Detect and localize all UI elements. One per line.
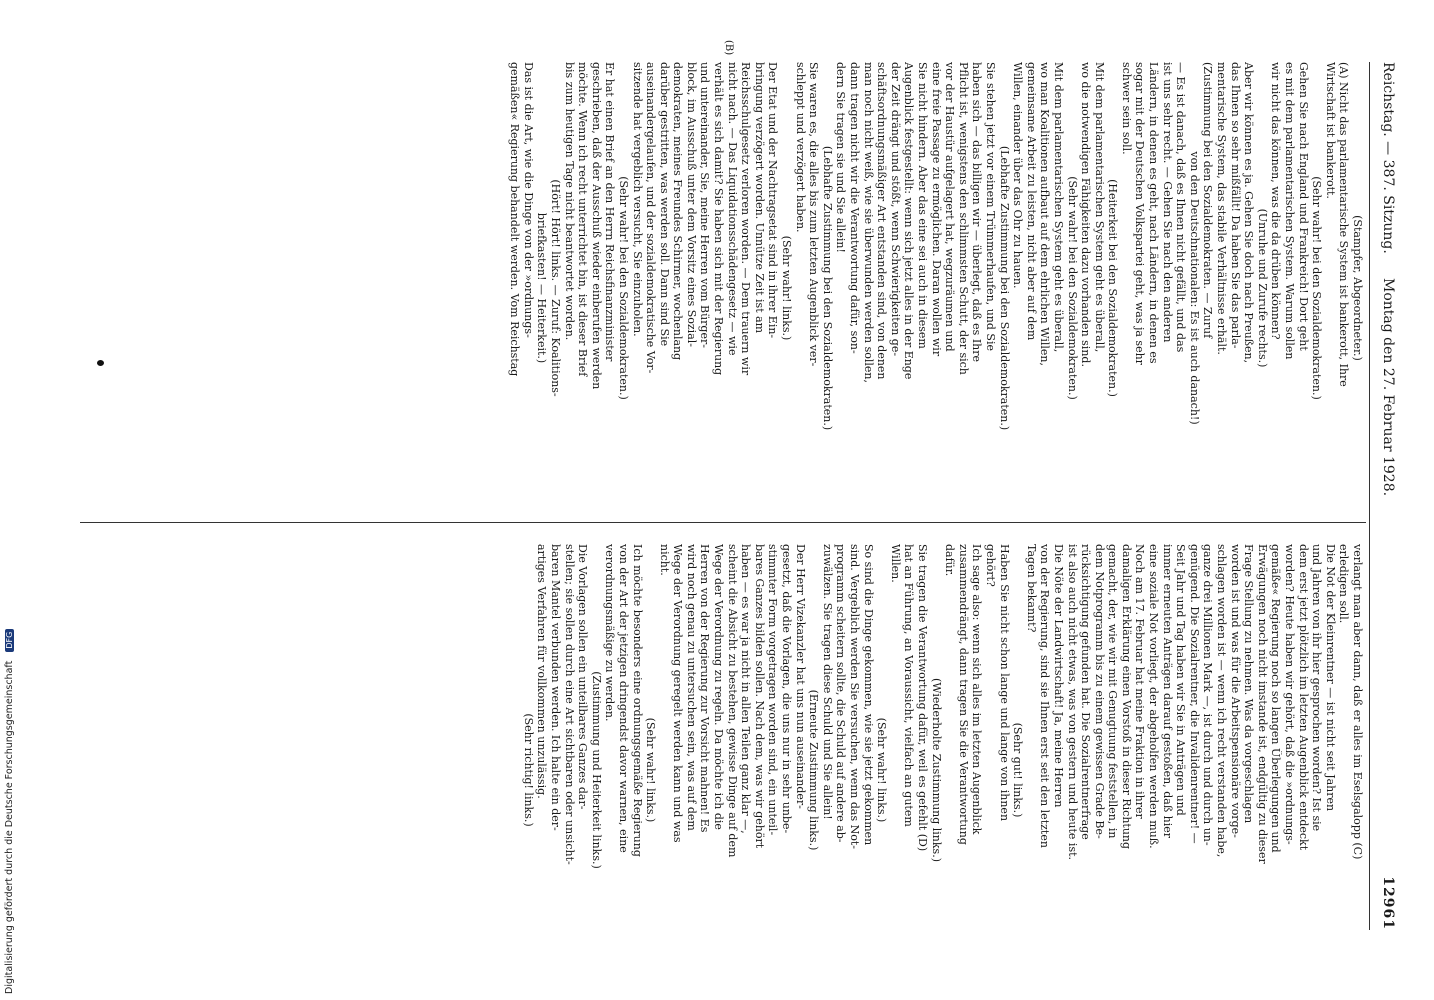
left-column-line: Der Etat und der Nachtragsetat sind in ihrer Ein- (766, 62, 780, 339)
right-column-line: (Sehr richtig! links.) (521, 713, 535, 827)
right-column-line: worden ist und was für die Arbeitspensionäre vorge- (1228, 544, 1242, 838)
right-column-line: dem erst jetzt plötzlich im letzten Augenblick entdeckt (1296, 544, 1310, 851)
right-column-line: gemacht, der, wie wir mit Genugtuung feststellen, in (1106, 544, 1120, 839)
left-column-line: (Unruhe und Zurufe rechts.) (1255, 208, 1269, 368)
left-column-line: Pflicht ist, wenigstens den schlimmsten Schutt, der sich (956, 62, 970, 375)
left-column-line: Augenblick festgestellt: wenn sich jetzt alles in der Enge (902, 62, 916, 380)
left-column-line: (Sehr wahr! bei den Sozialdemokraten.) (616, 176, 630, 400)
left-column-line: es mit dem parlamentarischen System. Warum sollen (1283, 62, 1297, 360)
right-column-line: ganze drei Millionen Mark —, ist durch und durch un- (1201, 544, 1215, 846)
right-column-line: baren Mantel verbunden werden. Ich halte ein der- (548, 544, 562, 831)
credit-text: Digitalisierung gefördert durch die Deutsche Forschungsgemeinschaft (4, 660, 15, 994)
left-column (508, 62, 1364, 514)
right-column-line: Herren von der Regierung zur Vorsicht mahnen! Es (698, 544, 712, 833)
left-column-line: (Zustimmung bei den Sozialdemokraten. — Zuruf (1201, 62, 1215, 339)
right-column-line: So sind die Dinge gekommen, wie sie jetzt gekommen (861, 544, 875, 846)
left-column-line: block, im Ausschuß unter dem Vorsitz eines Sozial- (684, 62, 698, 347)
right-column-line: Tagen bekannt? (1024, 544, 1038, 633)
left-column-line: schäftsordnungsmäßiger Art entstanden sind, von denen (875, 62, 889, 380)
right-column-line: stimmter Form vorgetragen worden sind, ein unteil- (766, 544, 780, 836)
left-column-line: der Zeit drängt und stößt, wenn Schwierigkeiten ge- (888, 62, 902, 357)
right-column-line: Noch am 17. Februar hat meine Fraktion in ihrer (1133, 544, 1147, 819)
left-column-line: Sie waren es, die alles bis zum letzten Augenblick ver- (807, 62, 821, 367)
left-column-line: (Sehr wahr! links.) (780, 235, 794, 341)
left-column-line: wo die notwendigen Fähigkeiten dazu vorhanden sind. (1079, 62, 1093, 367)
right-column (521, 544, 1364, 996)
left-column-line: wo man Koalitionen aufbaut auf dem ehrlichen Willen, (1038, 62, 1052, 366)
left-column-line: dann tragen nicht wir die Verantwortung dafür, son- (848, 62, 862, 354)
right-column-line: Seit Jahr und Tag haben wir Sie in Anträgen und (1174, 544, 1188, 816)
left-column-line: auseinandergelaufen, und der sozialdemokratische Vor- (644, 62, 658, 374)
left-column-line: Das ist die Art, wie die Dinge von der »ordnungs- (521, 62, 535, 338)
header-left: Reichstag. — 387. Sitzung. (1380, 62, 1396, 254)
left-column-line: eine freie Passage zu ermöglichen. Daran wollen wir (929, 62, 943, 357)
right-column-line: Wege der Verordnung zu regeln. Da möchte ich die (712, 544, 726, 830)
right-column-line: damaligen Erklärung einen Vorstoß in dieser Richtung (1119, 544, 1133, 850)
right-column-line: Ich möchte besonders eine ordnungsgemäße Regierung (630, 544, 644, 857)
left-column-line: Mit dem parlamentarischen System geht es überall, (1051, 62, 1065, 353)
left-column-line: mentarische System, das stabile Verhältnisse erhält. (1215, 62, 1229, 355)
left-column-line: Sie nicht hindern. Aber das eine sei auch in diesem (916, 62, 929, 349)
ink-speck (97, 360, 104, 366)
left-column-line: (Stampfer, Abgeordneter.) (1351, 215, 1364, 361)
left-column-line: (Lebhafte Zustimmung bei den Sozialdemokraten.) (997, 145, 1011, 431)
left-column-line: bringung verzögert worden. Unnütze Zeit ist am (752, 62, 766, 334)
right-column-line: scheint die Absicht zu bestehen, gewisse Dinge auf dem (725, 544, 739, 858)
left-column-line: — Es ist danach, daß es Ihnen nicht gefällt, und das (1174, 62, 1188, 353)
right-column-line: Ich sage also: wenn sich alles im letzten Augenblick (970, 544, 984, 835)
right-column-line: (Sehr wahr! links.) (875, 717, 889, 823)
right-column-line: (Wiederholte Zustimmung links.) (929, 678, 943, 862)
left-column-line: Reichsschulgesetz verloren worden. — Dem trauern wir (739, 62, 753, 376)
header-rule (1369, 62, 1370, 930)
left-column-line: Wirtschaft ist bankerott. (1323, 62, 1337, 199)
right-column-line: gemäße« Regierung noch so langen Überlegungen und (1269, 544, 1283, 853)
right-column-line: Willen. (888, 544, 902, 583)
right-column-line: und Jahren von ihr hier gesprochen worden? Ist sie (1310, 544, 1324, 832)
left-column-line: man noch nicht weiß, wie sie überwunden werden sollen, (861, 62, 875, 383)
left-column-line: Gehen Sie nach England und Frankreich! Dort geht (1296, 62, 1310, 351)
right-column-line: sind. Vergeblich werden Sie versuchen, wenn das Not- (848, 544, 862, 849)
right-column-line: Sie tragen die Verantwortung dafür, weil es gefehlt (D) (916, 544, 929, 852)
column-divider (80, 522, 1366, 523)
right-column-line: genügend. Die Sozialrentner, die Invalidenrentner! — (1187, 544, 1201, 844)
left-column-line: (A) Nicht das parlamentarische System ist bankerott, Ihre (1337, 62, 1351, 387)
right-column-line: Erwägungen noch nicht imstande ist, endgültig zu dieser (1255, 544, 1269, 864)
left-column-line: demokraten, meines Freundes Schirmer, wochenlang (671, 62, 685, 361)
left-column-line: darüber gestritten, was werden soll. Dann sind Sie (657, 62, 671, 347)
left-column-line: Aber wir können es ja. Gehen Sie doch nach Preußen, (1242, 62, 1256, 364)
left-column-line: verhält es sich damit? Sie haben sich mit der Regierung (712, 62, 726, 376)
right-column-line: (Sehr gut! links.) (1011, 722, 1025, 818)
right-column-line: Die Vorlagen sollen ein unteilbares Ganzes dar- (576, 544, 590, 810)
left-column-line: (Sehr wahr! bei den Sozialdemokraten.) (1065, 176, 1079, 400)
right-column-line: bares Ganzes bilden sollen. Nach dem, was wir gehört (752, 544, 766, 849)
left-column-line: (Lebhafte Zustimmung bei den Sozialdemokraten.) (820, 145, 834, 431)
right-column-line: Wege der Verordnung geregelt werden kann und was (671, 544, 685, 843)
right-column-line: verlangt man aber dann, daß er alles im Eselsgalopp (C) (1351, 544, 1364, 860)
left-column-line: schwer sein soll. (1119, 62, 1133, 155)
right-column-line: Der Herr Vizekanzler hat uns nun auseinander- (793, 544, 807, 809)
left-column-line: (Sehr wahr! bei den Sozialdemokraten.) (1310, 176, 1324, 400)
left-column-line: wir nicht das können, was die da drüben können? (1269, 62, 1283, 340)
right-column-line: erledigen soll. (1337, 544, 1351, 624)
right-column-line: programm scheitern sollte, die Schuld auf andere ab- (834, 544, 848, 843)
right-column-line: (Erneute Zustimmung links.) (807, 689, 821, 851)
left-column-line: Sie stehen jetzt vor einem Trümmerhaufen, und Sie (983, 62, 997, 351)
left-column-line: Er hat einen Brief an den Herrn Reichsfinanzminister (603, 62, 617, 362)
right-column-line: hat an Führung, an Voraussicht, vielfach an gutem (902, 544, 916, 827)
margin-mark-b: (B) (723, 40, 734, 56)
right-column-line: artiges Verfahren für vollkommen unzulässig. (535, 544, 549, 799)
right-column-line: stellen; sie sollen durch eine Art sichtbaren oder unsicht- (562, 544, 576, 865)
right-column-line: zusammendrängt, dann tragen Sie die Verantwortung (956, 544, 970, 845)
left-column-line: vor der Haustür aufgelagert hat, wegzuräumen und (943, 62, 957, 352)
left-column-line: bis zum heutigen Tage nicht beantwortet worden. (562, 62, 576, 341)
right-column-line: schlagen worden ist — wenn ich recht verstanden habe, (1215, 544, 1229, 858)
left-column-line: und untereinander, Sie, meine Herren vom Bürger- (698, 62, 712, 348)
left-column-line: Willen, einander über das Ohr zu hauen. (1011, 62, 1025, 289)
right-column-line: gesetzt, daß die Vorlagen, die uns nur in sehr unbe- (780, 544, 794, 834)
left-column-line: möchte. Wenn ich recht unterrichtet bin, ist dieser Brief (576, 62, 590, 377)
page-header (1372, 62, 1396, 930)
left-column-line: haben sich — das billigen wir — überlegt, daß es Ihre (970, 62, 984, 363)
left-column-line: geschrieben, daß der Ausschuß wieder einberufen werden (589, 62, 603, 390)
right-column-line: rücksichtigung gefunden hat. Die Sozialrentnerfrage (1079, 544, 1093, 840)
left-column-line: (Hört! Hört! links. — Zuruf: Koalitions- (548, 179, 562, 397)
right-column-line: wird noch genau zu untersuchen sein, was auf dem (684, 544, 698, 831)
right-column-line: Haben Sie nicht schon lange und lange von ihnen (997, 544, 1011, 822)
right-column-line: nicht. (657, 544, 671, 576)
left-column-line: das Ihnen so sehr mißfällt! Da haben Sie das parla- (1228, 62, 1242, 349)
left-column-line: briefkasten! — Heiterkeit.) (535, 212, 549, 364)
right-column-line: von der Regierung, sind sie Ihnen erst seit den letzten (1038, 544, 1052, 848)
right-column-line: zuwälzen. Sie tragen diese Schuld und Sie allein! (820, 544, 834, 820)
right-column-line: Die Not der Kleinrentner — ist nicht seit Jahren (1323, 544, 1337, 812)
left-column-line: gemäßen« Regierung behandelt werden. Vom Reichstag (508, 62, 522, 377)
right-column-line: (Zustimmung und Heiterkeit links.) (589, 671, 603, 869)
right-column-line: dem Notprogramm bis zu einem gewissen Grade Be- (1092, 544, 1106, 839)
right-column-line: Die Nöte der Landwirtschaft! Ja, meine Herren (1051, 544, 1065, 808)
right-column-line: immer erneuten Anträgen darauf gestoßen, daß hier (1160, 544, 1174, 839)
left-column-line: nicht nach. — Das Liquidationsschädengesetz — wie (725, 62, 739, 356)
left-column-line: von den Deutschnationalen: Es ist auch danach!) (1187, 151, 1201, 425)
header-date: Montag den 27. Februar 1928. (1380, 278, 1396, 497)
dfg-logo: DFG (5, 629, 14, 652)
right-column-line: Frage Stellung zu nehmen. Was da vorgeschlagen (1242, 544, 1256, 824)
left-column-line: sitzende hat vergeblich versucht, Sie einzuholen. (630, 62, 644, 337)
right-column-line: worden? Heute haben wir gehört, daß die »ordnungs- (1283, 544, 1297, 845)
left-column-line: dern Sie tragen sie und Sie allein! (834, 62, 848, 253)
left-column-line: ist uns sehr recht. — Gehen Sie nach den anderen (1160, 62, 1174, 343)
right-column-line: gehört? (983, 544, 997, 587)
left-column-line: gemeinsame Arbeit zu leisten, nicht aber auf dem (1024, 62, 1038, 341)
right-column-line: haben — es war ja nicht in allen Teilen ganz klar —, (739, 544, 753, 834)
left-column-line: Ländern, in denen es geht, nach Ländern, in denen es (1147, 62, 1161, 364)
right-column-line: von der Art der jetzigen dringendst davor warnen, eine (616, 544, 630, 853)
left-column-line: sogar mit der Deutschen Volkspartei geht, was ja sehr (1133, 62, 1147, 365)
left-column-line: Mit dem parlamentarischen System geht es überall, (1092, 62, 1106, 353)
page-number: 12961 (1380, 876, 1396, 930)
right-column-line: dafür. (943, 544, 957, 577)
right-column-line: eine soziale Not vorliegt, der abgeholfen werden muß. (1147, 544, 1161, 849)
left-column-line: schleppt und verzögert haben. (793, 62, 807, 233)
right-column-line: verordnungsmäßige zu werden. (603, 544, 617, 722)
right-column-line: (Sehr wahr! links.) (644, 717, 658, 823)
right-column-line: ist also auch nicht etwas, was von gestern und heute ist. (1065, 544, 1079, 861)
left-column-line: (Heiterkeit bei den Sozialdemokraten.) (1106, 179, 1120, 397)
